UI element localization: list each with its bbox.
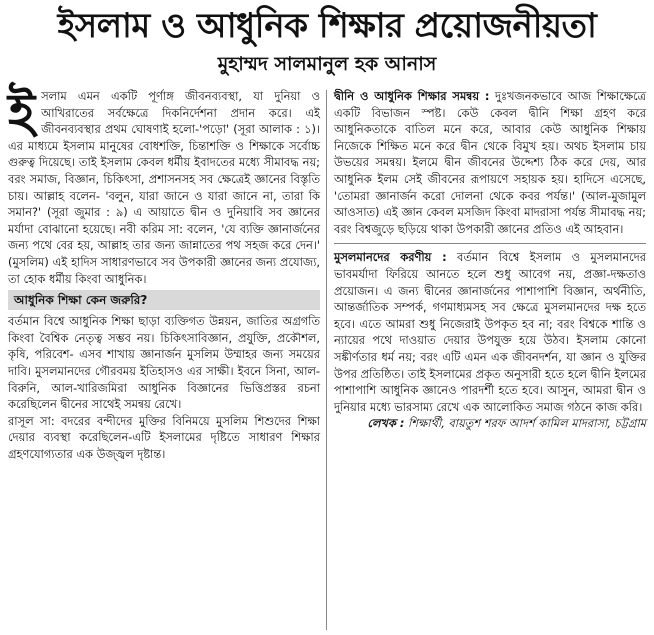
section-muslim-duties-text: বর্তমান বিশ্বে ইসলাম ও মুসলমানদের ভাবমর্যাদা ফিরিয়ে আনতে হলে শুধু আবেগ নয়, প্রজ্ঞা-দক্ষতাও প্রয়োজন। এ জন্য দ্বীনের জ্ঞানার্জনের পাশাপাশি বিজ্ঞান, অর্থনীতি, আন্তর্জাতিক সম্পর্ক, গণমাধ্যমসহ সব ক্ষেত্রে মুসলমানদের দক্ষ হতে হবে। এতে আমরা শুধু নিজেরাই উপকৃত হব না; বরং বিশ্বকে শান্তি ও ন্যায়ের পথে দাওয়াত দেয়ার উপযুক্ত হয়ে উঠব। ইসলাম কোনো সঙ্কীর্ণতার ধর্ম নয়; বরং এটি এমন এক জীবনদর্শন, যা জ্ঞান ও যুক্তির উপর প্রতিষ্ঠিত। তাই ইসলামের প্রকৃত অনুসারী হতে হলে দ্বীনি ইলমের পাশাপাশি আধুনিক জ্ঞানেও পারদর্শী হতে হবে। আসুন, আমরা দ্বীন ও দুনিয়ার মধ্যে ভারসাম্য রেখে এক আলোকিত সমাজ গঠনে কাজ করি। [334,250,647,414]
headline: ইসলাম ও আধুনিক শিক্ষার প্রয়োজনীয়তা [57,6,597,46]
intro-text: সলাম এমন একটি পূর্ণাঙ্গ জীবনব্যবস্থা, যা দুনিয়া ও আখিরাতের সর্বক্ষেত্রে দিকনির্দেশনা প্রদান করে। এই জীবনব্যবস্থার প্রথম ঘোষণাই হলো-'পড়ো' (সূরা আলাক : ১)। এর মাধ্যমে ইসলাম মানুষের বোধশক্তি, চিন্তাশক্তি ও শিক্ষাকে সর্বোচ্চ গুরুত্ব দিয়েছে। তাই ইসলাম কেবল ধর্মীয় ইবাদতের মধ্যে সীমাবদ্ধ নয়; বরং সমাজ, বিজ্ঞান, চিকিৎসা, প্রশাসনসহ সব ক্ষেত্রেই জ্ঞানের বিস্তৃতি চায়। আল্লাহ বলেন- 'বলুন, যারা জানে ও যারা জানে না, তারা কি সমান?' (সূরা জুমার : ৯) এ আয়াতে দ্বীন ও দুনিয়াবি সব জ্ঞানের মর্যাদা বোঝানো হয়েছে। নবী করিম সা: বলেন, 'যে ব্যক্তি জ্ঞানার্জনের জন্য পথে বের হয়, আল্লাহ তার জন্য জান্নাতের পথ সহজ করে দেন।' (মুসলিম) এই হাদিস সাধারণভাবে সব উপকারী জ্ঞানের জন্য প্রযোজ্য, তা হোক ধর্মীয় কিংবা আধুনিক। [8,89,320,286]
drop-cap: ই [8,83,36,143]
subheading-muslim-duties: মুসলমানদের করণীয় : [334,250,447,265]
body-paragraph: বর্তমান বিশ্বে আধুনিক শিক্ষা ছাড়া ব্যক্তিগত উন্নয়ন, জাতির অগ্রগতি কিংবা বৈশ্বিক নেতৃত্ব সম্ভব নয়। চিকিৎসাবিজ্ঞান, প্রযুক্তি, প্রকৌশল, কৃষি, পরিবেশ- এসব শাখায় জ্ঞানার্জন মুসলিম উম্মাহর জন্য সময়ের দাবি। মুসলমানদের গৌরবময় ইতিহাসও এর সাক্ষী। ইবনে সিনা, আল-বিরুনি, আল-খারিজমিরা আধুনিক বিজ্ঞানের ভিত্তিপ্রস্তর রচনা করেছিলেন দ্বীনের সাথেই সমন্বয় রেখে। [8,314,320,412]
author-label: লেখক : [367,416,405,431]
column-divider [326,90,327,630]
section-integration [334,88,646,237]
byline: মুহাম্মদ সালমানুল হক আনাস [217,53,437,75]
body-paragraph: রাসূল সা: বদরের বন্দীদের মুক্তির বিনিময়ে মুসলিম শিশুদের শিক্ষা দেয়ার ব্যবস্থা করেছিলেন-এটি ইসলামের দৃষ্টিতে সাধারণ শিক্ষার গ্রহণযোগ্যতার এক উজ্জ্বল দৃষ্টান্ত। [8,413,320,461]
intro-paragraph [8,83,320,287]
subheading-integration: দ্বীনি ও আধুনিক শিক্ষার সমন্বয় : [334,89,490,103]
author-credit [334,415,646,432]
section-integration-text: দুঃখজনকভাবে আজ শিক্ষাক্ষেত্রে একটি বিভাজন স্পষ্ট। কেউ কেবল দ্বীনি শিক্ষা গ্রহণ করে আধুনিকতাকে বাতিল মনে করে, আবার কেউ আধুনিক শিক্ষায় নিজেকে শিক্ষিত মনে করে দ্বীন থেকে বিমুখ হয়। অথচ ইসলাম চায় উভয়ের সমন্বয়। ইলমে দ্বীন জীবনের উদ্দেশ্য ঠিক করে দেয়, আর আধুনিক ইলম সেই জীবনের রূপায়ণে সহায়ক হয়। হাদিসে এসেছে, 'তোমরা জ্ঞানার্জন করো দোলনা থেকে কবর পর্যন্ত।' (আল-মুজামুল আওসাত) এই জ্ঞান কেবল মসজিদ কিংবা মাদরাসা পর্যন্ত সীমাবদ্ধ নয়; বরং বিশ্বজুড়ে ছড়িয়ে থাকা উপকারী জ্ঞানের প্রতিও এই আহবান। [334,89,647,236]
right-column [334,88,646,432]
section-heading-why-modern-education: আধুনিক শিক্ষা কেন জরুরি? [8,290,320,310]
section-divider [334,237,646,244]
section-muslim-duties [334,249,646,415]
author-text: শিক্ষার্থী, বায়তুশ শরফ আদর্শ কামিল মাদরাসা, চট্টগ্রাম [408,416,646,431]
left-column [8,83,320,462]
